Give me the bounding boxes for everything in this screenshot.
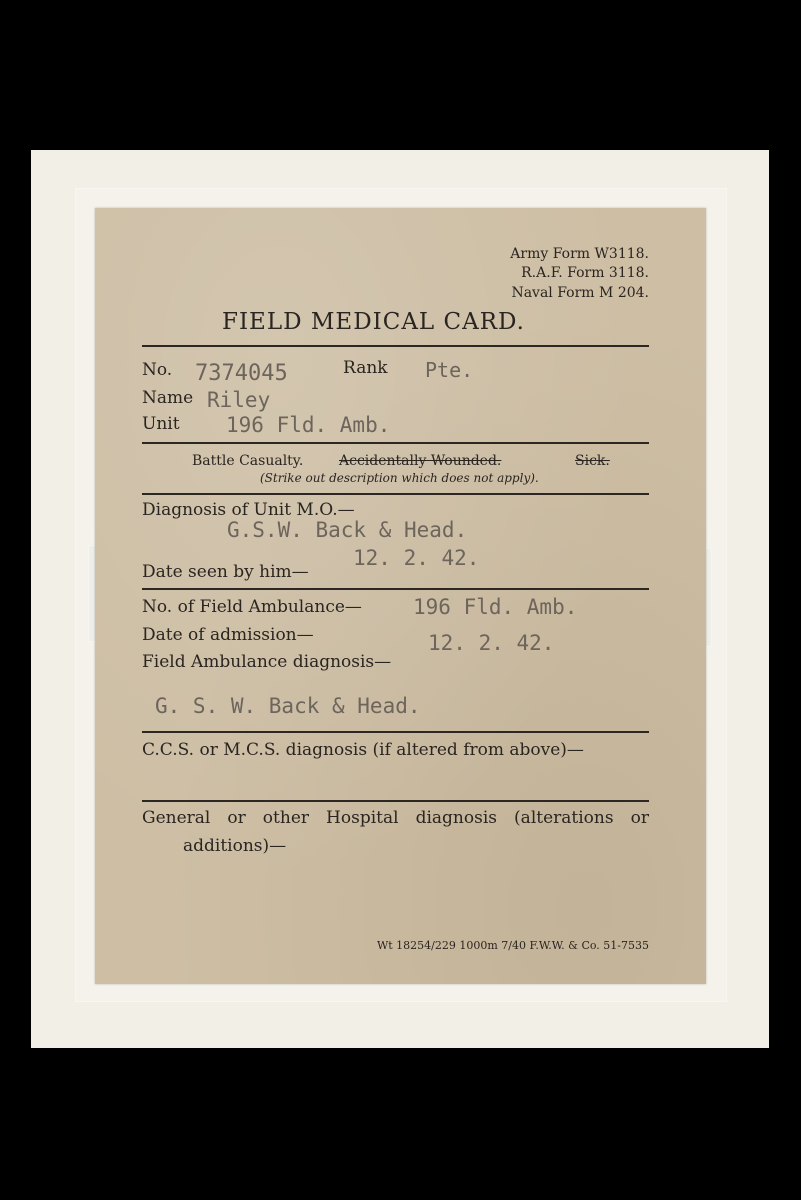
- value-service-number: 7374045: [195, 361, 288, 386]
- label-unit: Unit: [142, 414, 180, 434]
- label-hospital-diagnosis: General or other Hospital diagnosis (alterations or: [142, 808, 649, 828]
- divider-ccs: [142, 800, 649, 802]
- divider-fa: [142, 731, 649, 733]
- label-no: No.: [142, 360, 173, 380]
- divider-title: [142, 345, 649, 347]
- label-battle-casualty: Battle Casualty.: [192, 453, 304, 469]
- value-date-seen: 12. 2. 42.: [353, 546, 480, 570]
- label-ccs-diagnosis: C.C.S. or M.C.S. diagnosis (if altered from above)—: [142, 740, 584, 760]
- card-title: FIELD MEDICAL CARD.: [222, 309, 525, 335]
- value-name: Riley: [207, 388, 271, 412]
- value-no-field-ambulance: 196 Fld. Amb.: [413, 595, 578, 619]
- label-sick: Sick.: [575, 453, 610, 469]
- label-name: Name: [142, 388, 194, 408]
- raf-form-number: R.A.F. Form 3118.: [521, 265, 649, 281]
- label-date-admission: Date of admission—: [142, 625, 314, 645]
- value-rank: Pte.: [425, 358, 474, 382]
- label-accidentally-wounded: Accidentally Wounded.: [339, 453, 502, 469]
- label-rank: Rank: [343, 358, 388, 378]
- label-strike-note: (Strike out description which does not apply).: [260, 471, 539, 485]
- divider-unit-mo: [142, 588, 649, 590]
- label-no-field-ambulance: No. of Field Ambulance—: [142, 597, 362, 617]
- divider-unit: [142, 442, 649, 444]
- field-medical-card: [95, 208, 706, 984]
- label-fa-diagnosis: Field Ambulance diagnosis—: [142, 652, 392, 672]
- value-fa-diagnosis: G. S. W. Back & Head.: [155, 694, 421, 718]
- value-diagnosis-unit-mo: G.S.W. Back & Head.: [227, 518, 468, 542]
- army-form-number: Army Form W3118.: [510, 246, 649, 262]
- label-diagnosis-unit-mo: Diagnosis of Unit M.O.—: [142, 500, 355, 520]
- value-unit: 196 Fld. Amb.: [226, 413, 391, 437]
- divider-casualty: [142, 493, 649, 495]
- naval-form-number: Naval Form M 204.: [511, 285, 649, 301]
- label-hospital-diagnosis-cont: additions)—: [183, 836, 287, 856]
- value-date-admission: 12. 2. 42.: [428, 631, 555, 655]
- label-date-seen: Date seen by him—: [142, 562, 309, 582]
- printer-imprint: Wt 18254/229 1000m 7/40 F.W.W. & Co. 51-7535: [376, 939, 649, 952]
